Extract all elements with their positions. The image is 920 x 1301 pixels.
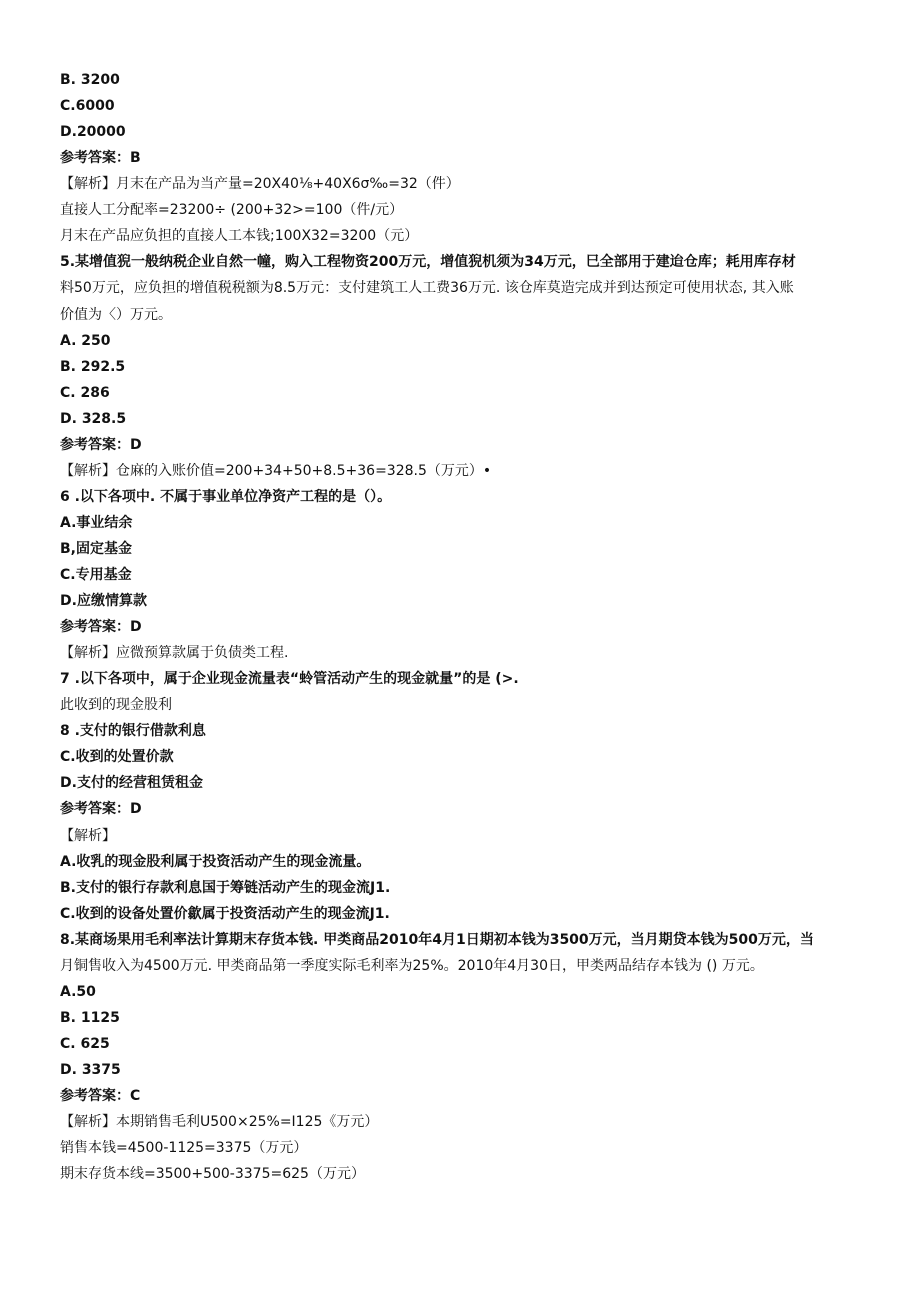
text-line: C.收到的处置价款 <box>60 749 174 766</box>
text-line: 5.某增值猊一般纳税企业自然一幢，购入工程物资200万元，增值猊机须为34万元，巳全部用于建迨仓库；耗用库存材 <box>60 254 796 271</box>
text-line: B. 3200 <box>60 72 120 88</box>
text-line: D. 3375 <box>60 1061 121 1078</box>
text-line: 【解析】本期销售毛利U500×25%=I125《万元） <box>60 1114 379 1130</box>
text-line: C. 286 <box>60 384 110 401</box>
text-line: 料50万元，应负担的增值税税额为8.5万元：支付建筑工人工费36万元. 该仓库莫造完成并到达预定可使用状态, 其入账 <box>60 280 794 297</box>
text-line: 参考答案：D <box>60 619 142 636</box>
text-line: 8.某商场果用毛利率法计算期末存货本钱. 甲类商品2010年4月1日期初本钱为3500万元，当月期贷本钱为500万元，当 <box>60 931 814 948</box>
text-line: C. 625 <box>60 1035 110 1052</box>
text-line: 月铜售收入为4500万元. 甲类商品第一季度实际毛利率为25%。2010年4月30日，甲类两品结存本钱为 () 万元。 <box>60 957 764 974</box>
text-line: 月末在产品应负担的直接人工本钱;100X32=3200（元） <box>60 228 419 245</box>
text-line: A.收乳的现金股利属于投资活动产生的现金流量。 <box>60 853 371 870</box>
text-line: 7 .以下各项中，属于企业现金流量表“蛉管活动产生的现金就量”的是 (>. <box>60 671 519 688</box>
text-line: 参考答案：C <box>60 1088 141 1104</box>
text-line: 参考答案：D <box>60 801 142 818</box>
text-line: 【解析】 <box>60 827 116 844</box>
text-line: 【解析】月末在产品为当产量=20X40⅛+40X6σ‰=32（件） <box>60 176 460 193</box>
text-line: 参考答案：D <box>60 436 142 453</box>
text-line: 直接人工分配率=23200÷ (200+32>=100（件/元） <box>60 202 404 219</box>
text-line: D.20000 <box>60 124 126 141</box>
text-line: B,固定基金 <box>60 540 132 557</box>
text-line: A.50 <box>60 983 96 1000</box>
text-line: B. 292.5 <box>60 358 126 375</box>
text-line: B.支付的银行存款利息国于筹链活动产生的现金流J1. <box>60 879 391 896</box>
text-line: A. 250 <box>60 332 111 349</box>
text-line: 8 .支付的银行借款利息 <box>60 723 206 740</box>
text-line: 此收到的现金股利 <box>60 697 172 714</box>
text-line: 销售本钱=4500-1125=3375（万元） <box>60 1140 308 1156</box>
text-line: D. 328.5 <box>60 410 127 427</box>
text-line: 参考答案：B <box>60 150 141 167</box>
text-line: C.收到的设备处置价歙属于投资活动产生的现金流J1. <box>60 905 390 922</box>
text-line: D.支付的经营租赁租金 <box>60 775 203 792</box>
text-line: C.专用基金 <box>60 567 132 583</box>
text-line: 期末存货本线=3500+500-3375=625（万元） <box>60 1166 365 1183</box>
text-line: 6 .以下各项中. 不属于事业单位净资产工程的是（）。 <box>60 488 392 505</box>
text-line: B. 1125 <box>60 1009 120 1026</box>
text-line: A.事业结余 <box>60 514 133 531</box>
text-line: 【解析】仓麻的入账价值=200+34+50+8.5+36=328.5（万元）• <box>60 462 492 479</box>
text-line: 价值为〈）万元。 <box>60 306 172 323</box>
text-line: 【解析】应微预算款属于负债类工程. <box>60 645 289 662</box>
text-line: C.6000 <box>60 98 115 114</box>
text-line: D.应缴情算款 <box>60 593 147 609</box>
